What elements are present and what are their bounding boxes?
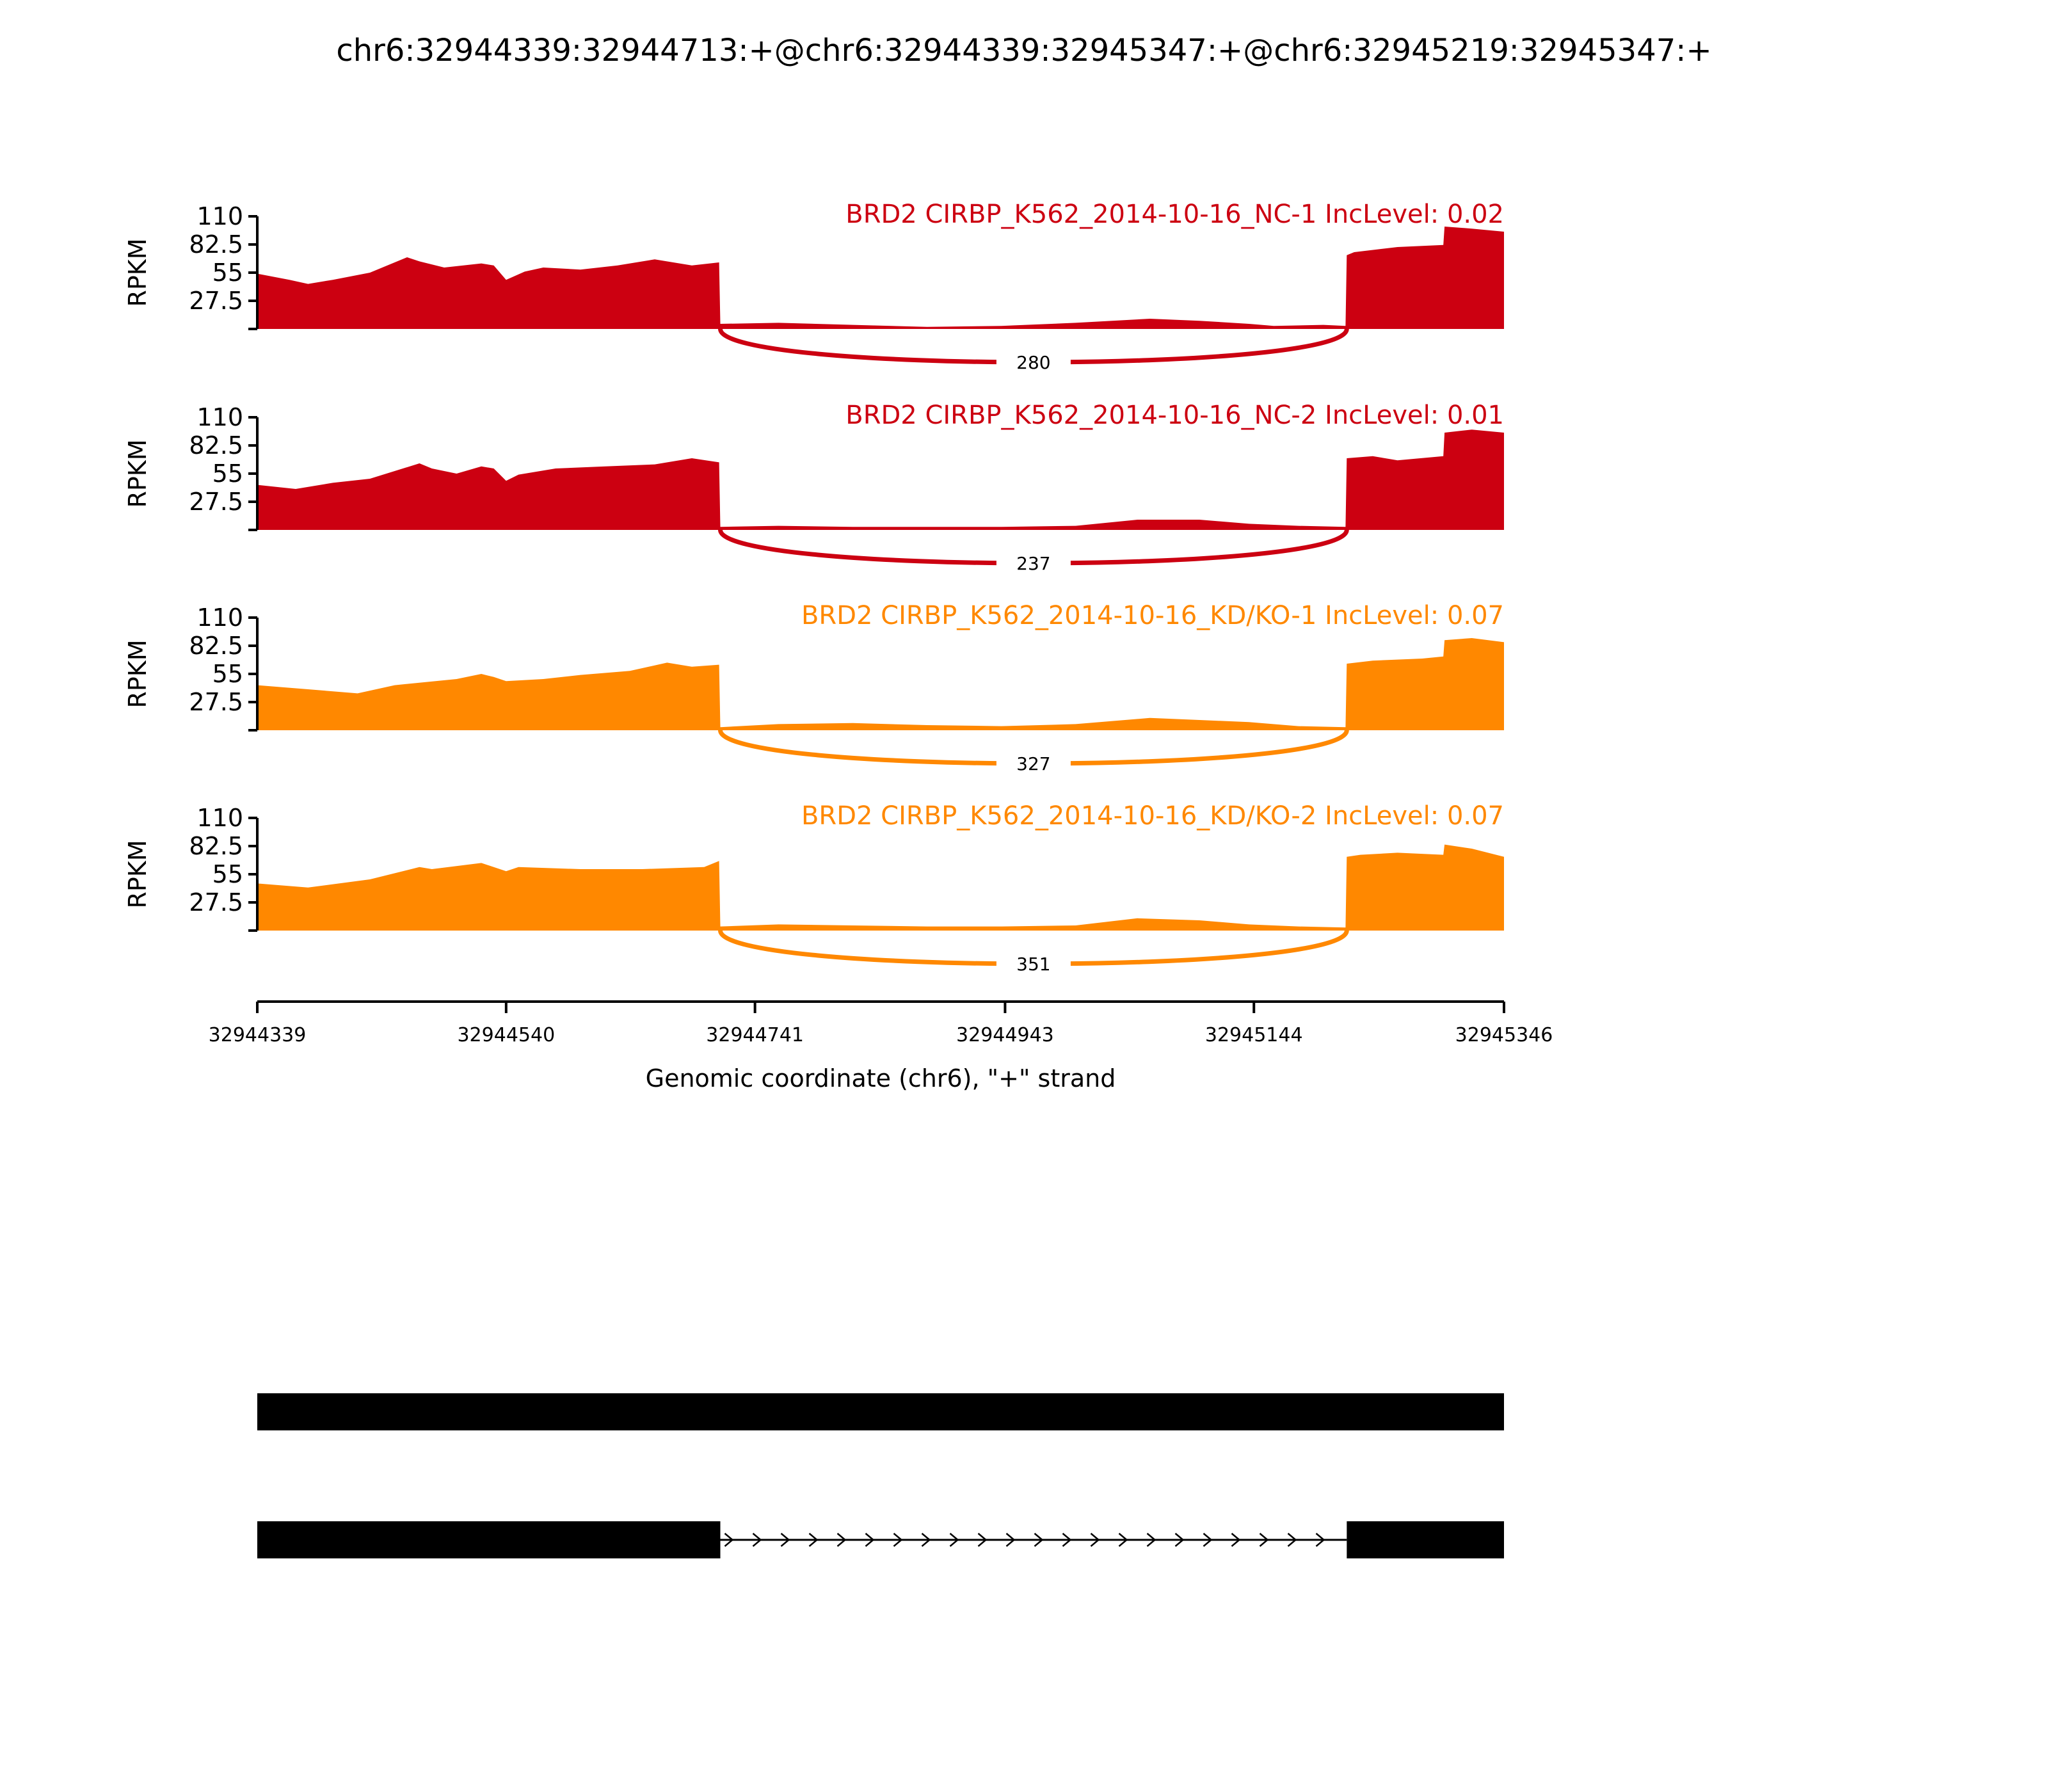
panel-title: BRD2 CIRBP_K562_2014-10-16_KD/KO-1 IncLevel: 0.07	[801, 601, 1504, 630]
y-tick-label: 82.5	[189, 431, 243, 460]
y-axis-label: RPKM	[124, 840, 152, 909]
coverage-panel-3	[124, 601, 1504, 778]
y-tick-label: 110	[196, 403, 243, 431]
junction-count: 351	[1016, 954, 1051, 975]
panel-title: BRD2 CIRBP_K562_2014-10-16_KD/KO-2 IncLevel: 0.07	[801, 801, 1504, 831]
y-tick-label: 27.5	[189, 287, 243, 315]
y-axis-label: RPKM	[124, 439, 152, 508]
gene-models	[257, 1393, 1504, 1558]
x-tick-label: 32945346	[1455, 1024, 1553, 1046]
coverage-area	[257, 429, 1504, 530]
y-axis-label: RPKM	[124, 639, 152, 708]
coverage-panels	[124, 200, 1504, 978]
coverage-panel-2	[124, 401, 1504, 577]
figure-title: chr6:32944339:32944713:+@chr6:32944339:32945347:+@chr6:32945219:32945347:+	[336, 33, 1712, 68]
y-tick-label: 110	[196, 202, 243, 230]
junction-count: 327	[1016, 753, 1051, 774]
gene-model-2	[257, 1521, 1504, 1558]
y-tick-label: 82.5	[189, 832, 243, 860]
coverage-area	[257, 638, 1504, 730]
coverage-area	[257, 845, 1504, 931]
y-tick-label: 110	[196, 604, 243, 632]
x-axis-label: Genomic coordinate (chr6), "+" strand	[645, 1064, 1116, 1092]
gene-model-1	[257, 1393, 1504, 1430]
y-tick-label: 27.5	[189, 688, 243, 716]
x-tick-label: 32944943	[956, 1024, 1054, 1046]
x-tick-label: 32945144	[1204, 1024, 1303, 1046]
y-tick-label: 82.5	[189, 230, 243, 259]
exon-block	[257, 1393, 1504, 1430]
y-tick-label: 55	[212, 259, 243, 287]
y-tick-label: 55	[212, 660, 243, 688]
coverage-panel-4	[124, 801, 1504, 978]
x-tick-label: 32944741	[706, 1024, 804, 1046]
coverage-panel-1	[124, 200, 1504, 376]
exon-block	[1347, 1521, 1504, 1558]
panel-title: BRD2 CIRBP_K562_2014-10-16_NC-2 IncLevel: 0.01	[845, 401, 1504, 430]
panel-title: BRD2 CIRBP_K562_2014-10-16_NC-1 IncLevel: 0.02	[845, 200, 1504, 229]
y-tick-label: 110	[196, 804, 243, 832]
y-tick-label: 82.5	[189, 632, 243, 660]
y-tick-label: 55	[212, 860, 243, 888]
x-tick-label: 32944540	[457, 1024, 556, 1046]
junction-count: 280	[1016, 352, 1051, 373]
exon-block	[257, 1521, 720, 1558]
y-tick-label: 55	[212, 460, 243, 488]
junction-count: 237	[1016, 553, 1051, 574]
coverage-area	[257, 227, 1504, 329]
y-tick-label: 27.5	[189, 888, 243, 916]
x-axis	[209, 1002, 1553, 1092]
y-tick-label: 27.5	[189, 488, 243, 516]
x-tick-label: 32944339	[208, 1024, 307, 1046]
y-axis-label: RPKM	[124, 238, 152, 307]
